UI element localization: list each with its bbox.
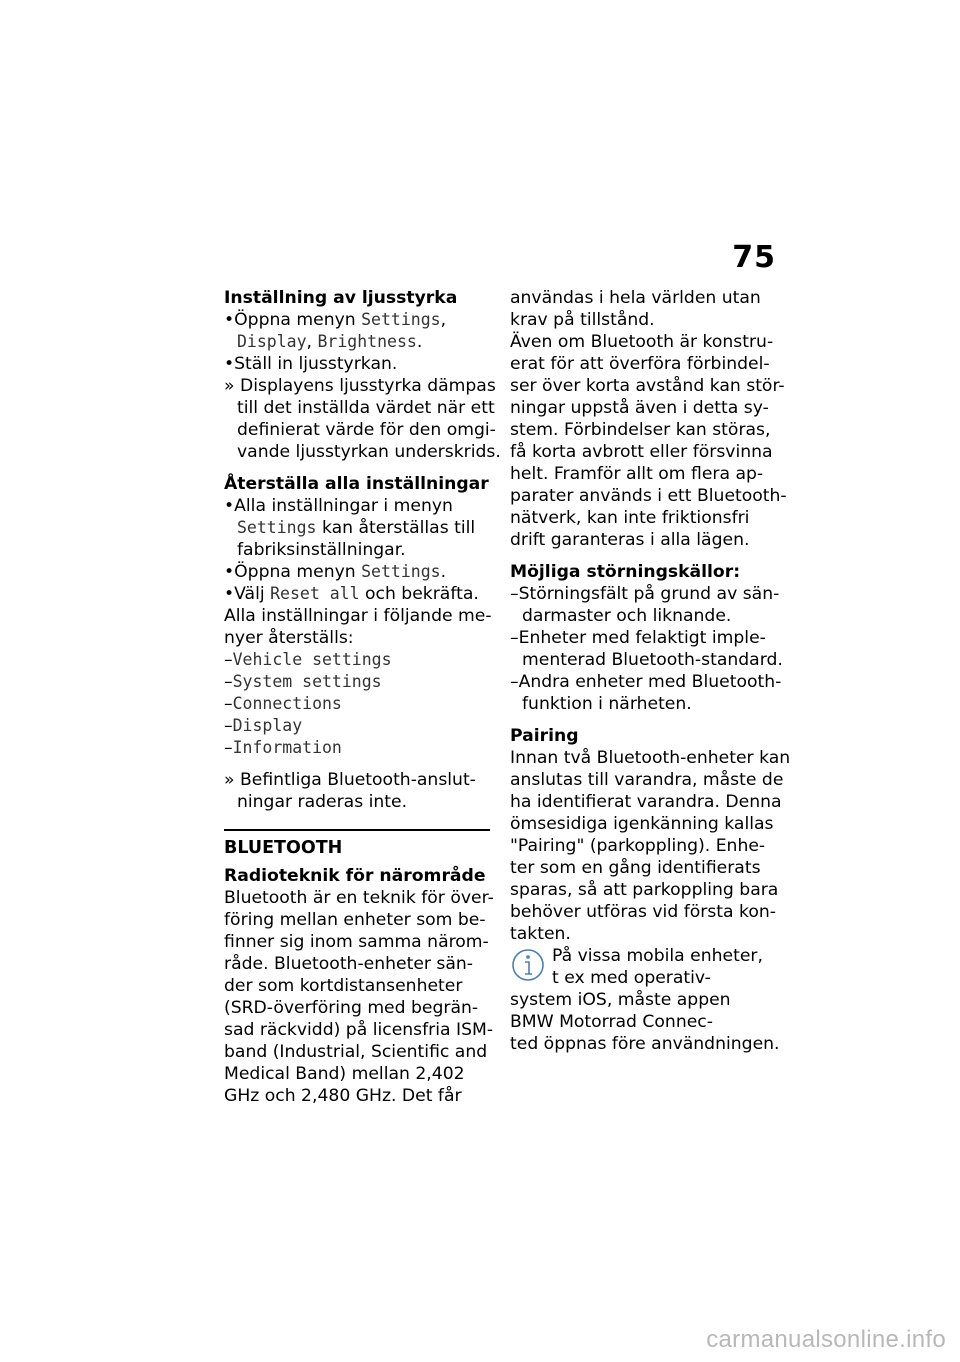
reset-info-1: Alla inställningar i följande me- <box>224 606 492 626</box>
info-note <box>510 945 785 1055</box>
pairing-text-line: anslutas till varandra, måste de <box>510 770 784 790</box>
radio-text-line: stem. Förbindelser kan störas, <box>510 420 771 440</box>
radio-text-line: råde. Bluetooth-enheter sän- <box>224 954 474 974</box>
brightness-step-1-cont <box>224 331 492 353</box>
menu-code-settings: Settings <box>237 518 317 537</box>
pairing-text-line: ömsesidiga igenkänning kallas <box>510 814 774 834</box>
menu-code-brightness: Brightness <box>317 332 417 351</box>
note-text-line: ted öppnas före användningen. <box>510 1034 780 1054</box>
radio-text-line: Bluetooth är en teknik för över- <box>224 888 494 908</box>
radio-text-line: GHz och 2,480 GHz. Det får <box>224 1086 462 1106</box>
brightness-heading: Inställning av ljusstyrka <box>224 288 458 308</box>
interference-item: –Störningsfält på grund av sän- <box>510 584 780 604</box>
radio-text-line: föring mellan enheter som be- <box>224 910 486 930</box>
reset-step-1-end: fabriksinställningar. <box>237 540 406 560</box>
brightness-result-4: vande ljusstyrkan underskrids. <box>237 442 501 462</box>
period: . <box>416 332 423 352</box>
pairing-heading: Pairing <box>510 726 579 746</box>
note-text-line: system iOS, måste appen <box>510 990 731 1010</box>
interference-heading: Möjliga störningskällor: <box>510 562 741 582</box>
note-text-line: BMW Motorrad Connec- <box>510 1012 713 1032</box>
interference-item-cont: menterad Bluetooth-standard. <box>522 650 783 670</box>
step-text: kan återställas till <box>316 518 476 538</box>
reset-menu-item: –System settings <box>224 672 382 692</box>
reset-result-1: » Befintliga Bluetooth-anslut- <box>224 770 476 790</box>
pairing-text-line: ha identifierat varandra. Denna <box>510 792 782 812</box>
radio-text-line: der som kortdistansenheter <box>224 976 463 996</box>
brightness-result-2: till det inställda värdet när ett <box>237 398 495 418</box>
radio-text-line: band (Industrial, Scientific and <box>224 1042 488 1062</box>
step-text: och bekräfta. <box>359 584 479 604</box>
reset-info-2: nyer återställs: <box>224 628 354 648</box>
separator: , <box>306 332 318 352</box>
reset-menu-item: –Display <box>224 716 303 736</box>
reset-menu-item: –Connections <box>224 694 342 714</box>
brightness-result-3: definierat värde för den omgi- <box>237 420 496 440</box>
separator: , <box>440 310 447 330</box>
radio-text-line: helt. Framför allt om flera ap- <box>510 464 764 484</box>
radio-text-line: krav på tillstånd. <box>510 310 655 330</box>
period: . <box>440 562 447 582</box>
radio-text-line: Även om Bluetooth är konstru- <box>510 332 774 352</box>
watermark: carmanualsonline.info <box>706 1326 946 1353</box>
reset-menu-item: –Vehicle settings <box>224 650 392 670</box>
note-text-line: t ex med operativ- <box>552 968 711 988</box>
pairing-text-line: sparas, så att parkoppling bara <box>510 880 779 900</box>
reset-step-3 <box>224 583 492 605</box>
page-number: 75 <box>732 240 776 275</box>
radio-text-line: nätverk, kan inte friktionsfri <box>510 508 750 528</box>
note-text-line: På vissa mobila enheter, <box>552 946 763 966</box>
radio-text-line: parater används i ett Bluetooth- <box>510 486 787 506</box>
step-text: •Välj <box>224 584 271 604</box>
radio-text-line: finner sig inom samma närom- <box>224 932 489 952</box>
brightness-result-1: » Displayens ljusstyrka dämpas <box>224 376 496 396</box>
step-text: •Öppna menyn <box>224 310 362 330</box>
menu-code-settings: Settings <box>361 310 441 329</box>
brightness-step-1 <box>224 309 492 331</box>
interference-item: –Andra enheter med Bluetooth- <box>510 672 782 692</box>
radio-text-line: användas i hela världen utan <box>510 288 761 308</box>
reset-step-2 <box>224 561 492 583</box>
right-column <box>510 287 791 1055</box>
section-title: BLUETOOTH <box>224 838 343 858</box>
reset-menu-item: –Information <box>224 738 342 758</box>
radio-text-line: Medical Band) mellan 2,402 <box>224 1064 465 1084</box>
menu-code-display: Display <box>237 332 307 351</box>
menu-code: Display <box>232 716 303 735</box>
radio-text-line: erat för att överföra förbindel- <box>510 354 770 374</box>
reset-result-2: ningar raderas inte. <box>237 792 408 812</box>
pairing-text-line: ter som en gång identifierats <box>510 858 761 878</box>
interference-item-cont: darmaster och liknande. <box>522 606 732 626</box>
left-column <box>224 287 501 1107</box>
radio-text-line: (SRD-överföring med begrän- <box>224 998 479 1018</box>
radio-text-line: sad räckvidd) på licensfria ISM- <box>224 1020 494 1040</box>
menu-code: System settings <box>232 672 382 691</box>
reset-heading: Återställa alla inställningar <box>224 474 489 494</box>
menu-code-reset-all: Reset all <box>270 584 360 603</box>
pairing-text-line: behöver utföras vid första kon- <box>510 902 776 922</box>
menu-code: Connections <box>232 694 342 713</box>
radio-text-line: drift garanteras i alla lägen. <box>510 530 750 550</box>
radio-heading: Radioteknik för närområde <box>224 866 486 886</box>
interference-item: –Enheter med felaktigt imple- <box>510 628 766 648</box>
menu-code-settings: Settings <box>361 562 441 581</box>
radio-text-line: ningar uppstå även i detta sy- <box>510 398 769 418</box>
menu-code: Vehicle settings <box>232 650 392 669</box>
info-icon <box>510 947 546 983</box>
menu-code: Information <box>232 738 342 757</box>
interference-item-cont: funktion i närheten. <box>522 694 692 714</box>
pairing-text-line: Innan två Bluetooth-enheter kan <box>510 748 791 768</box>
radio-text-line: få korta avbrott eller försvinna <box>510 442 773 462</box>
brightness-step-2: •Ställ in ljusstyrkan. <box>224 354 398 374</box>
step-text: •Öppna menyn <box>224 562 362 582</box>
section-divider <box>224 829 490 831</box>
pairing-text-line: takten. <box>510 924 571 944</box>
pairing-text-line: "Pairing" (parkoppling). Enhe- <box>510 836 766 856</box>
reset-step-1: •Alla inställningar i menyn <box>224 496 453 516</box>
reset-step-1-cont <box>224 517 492 539</box>
radio-text-line: ser över korta avstånd kan stör- <box>510 376 785 396</box>
